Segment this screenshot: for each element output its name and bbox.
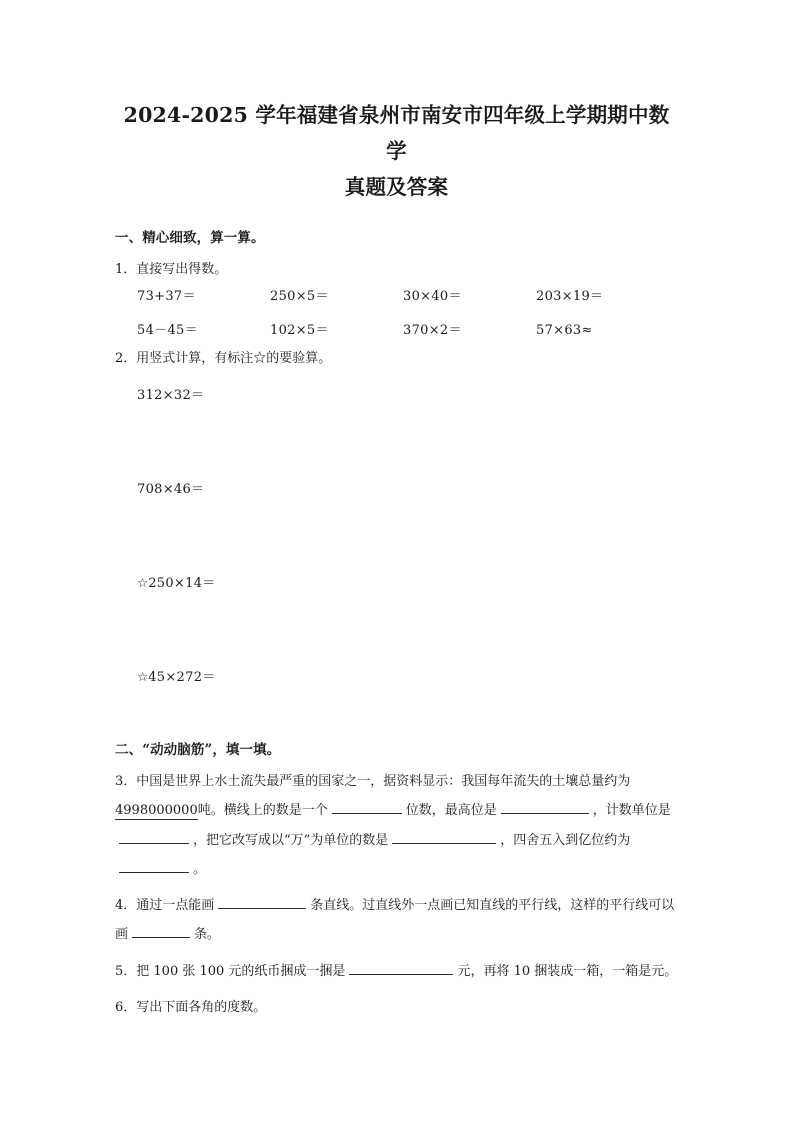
vertical-calc-item: [137, 671, 678, 684]
problem-4-number: 4．: [115, 898, 137, 914]
problem-4: [115, 884, 678, 950]
calc-cell: 370×2＝: [403, 322, 462, 338]
highlighted-number: 4998000000: [115, 803, 198, 819]
vertical-calc-expr: 45×272＝: [148, 670, 216, 686]
problem-5: [115, 950, 678, 986]
calc-cell: 54－45＝: [137, 322, 198, 338]
calc-cell: 73+37＝: [137, 288, 196, 304]
problem-4-text-b: 条直线。过直线外一点画已知直线的平行线，这样的平行线可以画: [115, 898, 675, 943]
problem-3-text-b: 吨。横线上的数是一个: [197, 803, 328, 819]
star-marker: ☆: [137, 575, 149, 591]
answer-blank[interactable]: [501, 800, 589, 814]
answer-blank[interactable]: [119, 830, 189, 844]
vertical-calc-expr: 312×32＝: [137, 388, 205, 404]
answer-blank[interactable]: [332, 800, 402, 814]
problem-2: [115, 337, 678, 373]
problem-6-number: 6．: [115, 999, 137, 1015]
problem-2-prompt: 用竖式计算，有标注☆的要验算。: [136, 350, 332, 366]
calc-row: [137, 290, 678, 324]
answer-blank[interactable]: [392, 830, 496, 844]
problem-1-prompt: 直接写出得数。: [136, 261, 228, 277]
problem-1: [115, 248, 678, 284]
problem-3-text-f: ，四舍五入到亿位约为: [500, 832, 631, 848]
problem-2-number: 2．: [115, 350, 137, 366]
answer-blank[interactable]: [349, 961, 453, 975]
problem-1-number: 1．: [115, 261, 137, 277]
answer-blank[interactable]: [119, 859, 189, 873]
answer-blank[interactable]: [218, 895, 306, 909]
vertical-calc-item: [137, 577, 678, 671]
problem-5-number: 5．: [115, 963, 137, 979]
calc-cell: 102×5＝: [270, 322, 329, 338]
problem-3-text-d: ，计数单位是: [592, 803, 671, 819]
calc-cell: 203×19＝: [536, 288, 604, 304]
section-heading-1: 一、精心细致，算一算。: [115, 229, 265, 246]
problem-2-items: [115, 373, 678, 684]
problem-5-text-b: 元，再将 10 捆装成一箱，一箱是元。: [457, 963, 678, 979]
problem-3-text-c: 位数，最高位是: [405, 803, 497, 819]
vertical-calc-item: [137, 389, 678, 483]
problem-5-text-a: 把 100 张 100 元的纸币捆成一捆是: [136, 963, 346, 979]
vertical-calc-expr: 708×46＝: [137, 482, 205, 498]
problem-3-text-e: ，把它改写成以“万”为单位的数是: [193, 832, 389, 848]
problem-3-text-a: 中国是世界上水土流失最严重的国家之一，据资料显示：我国每年流失的土壤总量约为: [136, 774, 631, 790]
answer-blank[interactable]: [132, 924, 190, 938]
vertical-calc-item: [137, 483, 678, 577]
problem-4-text-c: 条。: [194, 927, 221, 943]
star-marker: ☆: [137, 669, 149, 685]
page-title: [115, 0, 678, 206]
calc-cell: 57×63≈: [536, 322, 593, 338]
section-heading-2: 二、“动动脑筋”，填一填。: [115, 742, 281, 759]
problem-3-text-g: 。: [193, 861, 207, 877]
calc-cell: 30×40＝: [403, 288, 462, 304]
problem-6-text: 写出下面各角的度数。: [136, 999, 267, 1015]
problem-6: [115, 986, 678, 1022]
title-line-1: 2024-2025 学年福建省泉州市南安市四年级上学期期中数学: [123, 103, 670, 163]
problem-1-calc-grid: [115, 284, 678, 337]
title-line-2: 真题及答案: [344, 174, 449, 199]
vertical-calc-expr: 250×14＝: [148, 576, 216, 592]
calc-cell: 250×5＝: [270, 288, 329, 304]
problem-3-number: 3．: [115, 774, 137, 790]
problem-3: [115, 760, 678, 884]
problem-4-text-a: 通过一点能画: [136, 898, 215, 914]
calc-row: [137, 324, 678, 337]
